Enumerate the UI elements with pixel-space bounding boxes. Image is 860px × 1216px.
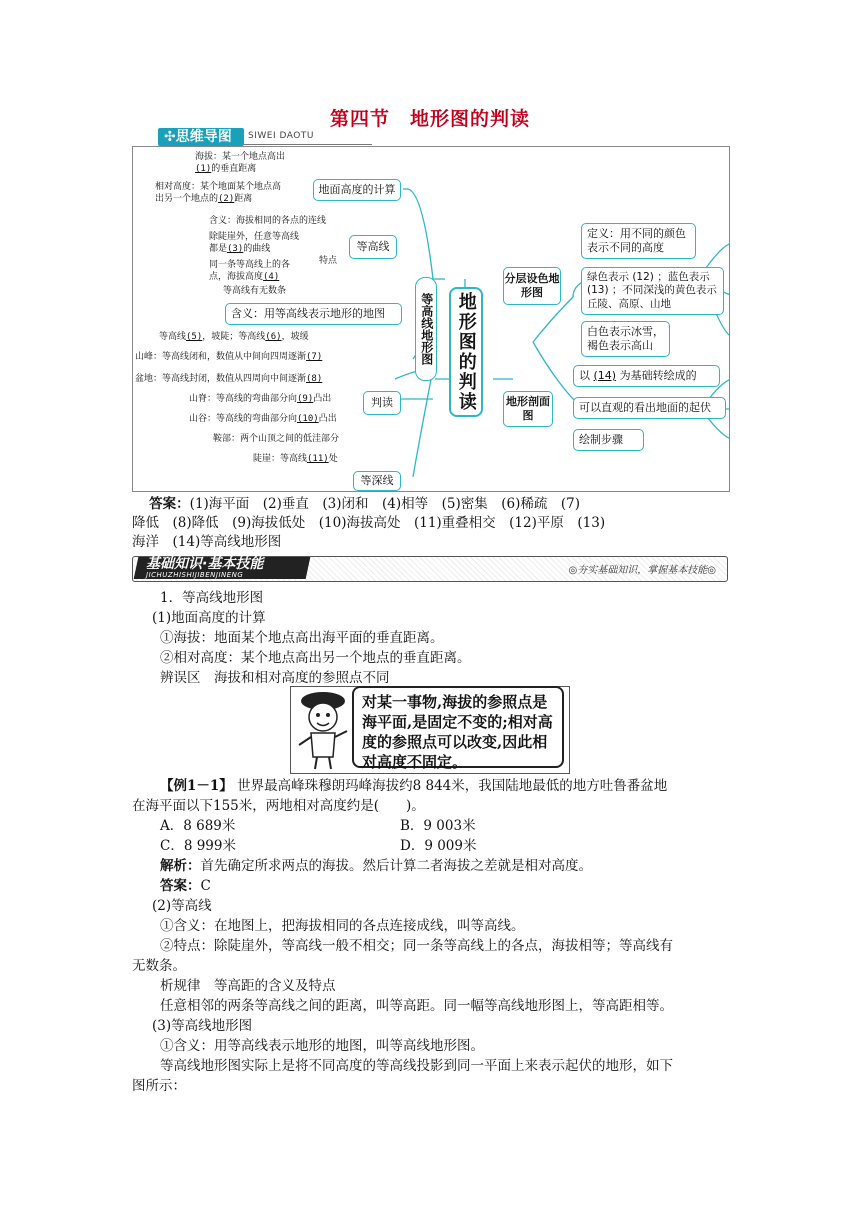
- leaf-contour-f2a: 同一条等高线上的各: [209, 260, 291, 270]
- leaf-cliff-b: 处: [328, 454, 338, 464]
- leaf-ridge-b: 凸出: [313, 394, 332, 404]
- option-b: B．9 003米: [400, 818, 476, 834]
- leaf-peak-text: 山峰：等高线闭和，数值从中间向四周逐渐: [135, 352, 307, 362]
- example-line-2: 在海平面以下155米，两地相对高度约是( )。: [132, 798, 425, 814]
- section-1-2-heading: (2)等高线: [152, 898, 212, 914]
- option-c: C．8 999米: [160, 838, 236, 854]
- blank-3: (3): [227, 244, 244, 254]
- node-profile-base: [573, 365, 720, 387]
- contour-feature-2: 无数条。: [132, 958, 186, 974]
- node-profile-steps: 绘制步骤: [573, 429, 644, 451]
- answer-label: 答案：: [149, 496, 190, 512]
- leaf-f2-pre: 点，海拔高度: [209, 272, 264, 282]
- node-profile: 地形剖面图: [503, 391, 553, 427]
- leaf-contour-def: 含义：海拔相同的各点的连线: [209, 216, 327, 226]
- section-1-heading: 1．等高线地形图: [160, 590, 264, 606]
- example-text: 世界最高峰珠穆朗玛峰海拔约8 844米，我国陆地最低的地方吐鲁番盆地: [237, 778, 668, 794]
- leaf-contour-f1a: 除陡崖外，任意等高线: [209, 232, 300, 242]
- blank-4: (4): [263, 272, 280, 282]
- node-layered-def: 定义：用不同的颜色表示不同的高度: [581, 223, 696, 259]
- banner-right: ◎夯实基础知识，掌握基本技能◎: [568, 565, 716, 576]
- page-title: 第四节 地形图的判读: [329, 108, 530, 130]
- mindmap-header-en: SIWEI DAOTU: [248, 131, 314, 141]
- node-contour-map: 等高线地形图: [415, 277, 437, 381]
- leaf-slope-a: 等高线: [159, 332, 187, 342]
- node-layered-white: 白色表示冰雪，褐色表示高山: [581, 321, 670, 357]
- leaf-slope-b: ，坡陡；等高线: [202, 332, 266, 342]
- contour-map-def: ①含义：用等高线表示地形的地图，叫等高线地形图。: [160, 1038, 484, 1054]
- node-reading: 判读: [363, 391, 401, 415]
- leaf-altitude-tail: 的垂直距离: [211, 164, 257, 174]
- profile-base-b: 为基础转绘成的: [619, 368, 697, 382]
- section-banner: [132, 556, 728, 580]
- leaf-relative-1: 相对高度：某个地面某个地点高: [155, 182, 282, 192]
- banner-cn: 基础知识·基本技能: [146, 556, 264, 572]
- node-layered-colors: 绿色表示 (12) ；蓝色表示 (13) ；不同深浅的黄色表示丘陵、高原、山地: [581, 267, 724, 315]
- analysis-label: 解析：: [160, 858, 201, 874]
- blank-6: (6): [265, 332, 282, 342]
- leaf-slope-c: ，坡缓: [281, 332, 309, 342]
- answer-block: [132, 495, 732, 552]
- leaf-ridge-a: 山脊：等高线的弯曲部分向: [189, 394, 298, 404]
- leaf-saddle: 鞍部：两个山顶之间的低洼部分: [213, 434, 340, 444]
- blank-8: (8): [306, 374, 323, 384]
- option-d: D．9 009米: [400, 838, 477, 854]
- cartoon-character-icon: [293, 687, 353, 771]
- leaf-valley: [189, 413, 337, 425]
- example-line-1: [160, 776, 760, 796]
- leaf-valley-a: 山谷：等高线的弯曲部分向: [189, 414, 298, 424]
- leaf-cliff: [253, 453, 338, 465]
- node-height-calc: 地面高度的计算: [313, 179, 401, 201]
- speech-bubble: 对某一事物,海拔的参照点是海平面,是固定不变的;相对高度的参照点可以改变,因此相对高度不固定。: [352, 686, 564, 768]
- leaf-ridge: [189, 393, 331, 405]
- node-contour-map-def: 含义：用等高线表示地形的地图: [225, 303, 402, 325]
- leaf-basin: [135, 373, 322, 385]
- section-1-1-heading: (1)地面高度的计算: [152, 610, 266, 626]
- answer-line-3: 海洋 (14)等高线地形图: [132, 534, 282, 550]
- note-misconception: 辨误区 海拔和相对高度的参照点不同: [160, 670, 390, 686]
- node-contour: 等高线: [349, 235, 397, 259]
- leaf-valley-b: 凸出: [318, 414, 337, 424]
- answer-line-1-text: (1)海平面 (2)垂直 (3)闭和 (4)相等 (5)密集 (6)稀疏 (7): [189, 496, 581, 512]
- example-label: 【例1－1】: [160, 778, 233, 794]
- leaf-relative-tail: 距离: [234, 194, 253, 204]
- blank-1: (1): [195, 164, 212, 174]
- analysis-text: 首先确定所求两点的海拔。然后计算二者海拔之差就是相对高度。: [200, 858, 592, 874]
- blank-2: (2): [218, 194, 235, 204]
- mindmap-header-cn: ✣思维导图: [164, 129, 232, 145]
- mindmap-header: [158, 128, 372, 146]
- contour-def: ①含义：在地图上，把海拔相同的各点连接成线，叫等高线。: [160, 918, 525, 934]
- blank-11: (11): [307, 454, 329, 464]
- leaf-contour-f3: 等高线有无数条: [223, 286, 287, 296]
- leaf-f1-pre: 都是: [209, 244, 228, 254]
- option-a: A．8 689米: [160, 818, 236, 834]
- contour-feature-1: ②特点：除陡崖外，等高线一般不相交；同一条等高线上的各点，海拔相等；等高线有: [160, 938, 673, 954]
- leaf-altitude-1: 海拔：某一个地点高出: [195, 152, 286, 162]
- example-answer: [160, 876, 760, 896]
- node-layered: 分层设色地形图: [503, 267, 561, 305]
- altitude-def: ①海拔：地面某个地点高出海平面的垂直距离。: [160, 630, 444, 646]
- leaf-feature-label: 特点: [319, 256, 338, 266]
- section-1-3-heading: (3)等高线地形图: [152, 1018, 253, 1034]
- leaf-altitude-2: [195, 163, 256, 175]
- leaf-relative-2: [155, 193, 252, 205]
- rule-text: 任意相邻的两条等高线之间的距离，叫等高距。同一幅等高线地形图上，等高距相等。: [160, 998, 673, 1014]
- contour-map-text-1: 等高线地形图实际上是将不同高度的等高线投影到同一平面上来表示起伏的地形，如下: [160, 1058, 673, 1074]
- answer-line-2: 降低 (8)降低 (9)海拔低处 (10)海拔高处 (11)重叠相交 (12)平原 (13): [132, 515, 606, 531]
- leaf-peak: [135, 351, 322, 363]
- contour-map-text-2: 图所示：: [132, 1078, 186, 1094]
- blank-9: (9): [297, 394, 314, 404]
- leaf-basin-text: 盆地：等高线封闭，数值从四周向中间逐渐: [135, 374, 307, 384]
- leaf-contour-f1b: [209, 243, 270, 255]
- blank-5: (5): [186, 332, 203, 342]
- node-profile-visual: 可以直观的看出地面的起伏: [573, 397, 726, 419]
- node-isobath: 等深线: [353, 471, 401, 491]
- analysis: [160, 856, 760, 876]
- example-answer-value: C: [200, 878, 211, 894]
- blank-7: (7): [306, 352, 323, 362]
- banner-en: JICHUZHISHIJIBENJINENG: [146, 571, 244, 579]
- leaf-relative-mid: 出另一个地点的: [155, 194, 219, 204]
- relative-def: ②相对高度：某个地点高出另一个地点的垂直距离。: [160, 650, 471, 666]
- profile-base-a: 以: [579, 368, 590, 382]
- answer-line-1: [132, 495, 732, 514]
- mind-map: [132, 146, 730, 492]
- blank-10: (10): [297, 414, 319, 424]
- leaf-cliff-a: 陡崖：等高线: [253, 454, 308, 464]
- mindmap-header-rule: [244, 144, 372, 145]
- leaf-f1-tail: 的曲线: [243, 244, 271, 254]
- blank-14: (14): [593, 368, 617, 382]
- leaf-slope: [159, 331, 309, 343]
- example-answer-label: 答案：: [160, 878, 201, 894]
- node-main: 地形图的判读: [449, 287, 483, 417]
- leaf-contour-f2b: [209, 271, 279, 283]
- rule-heading: 析规律 等高距的含义及特点: [160, 978, 336, 994]
